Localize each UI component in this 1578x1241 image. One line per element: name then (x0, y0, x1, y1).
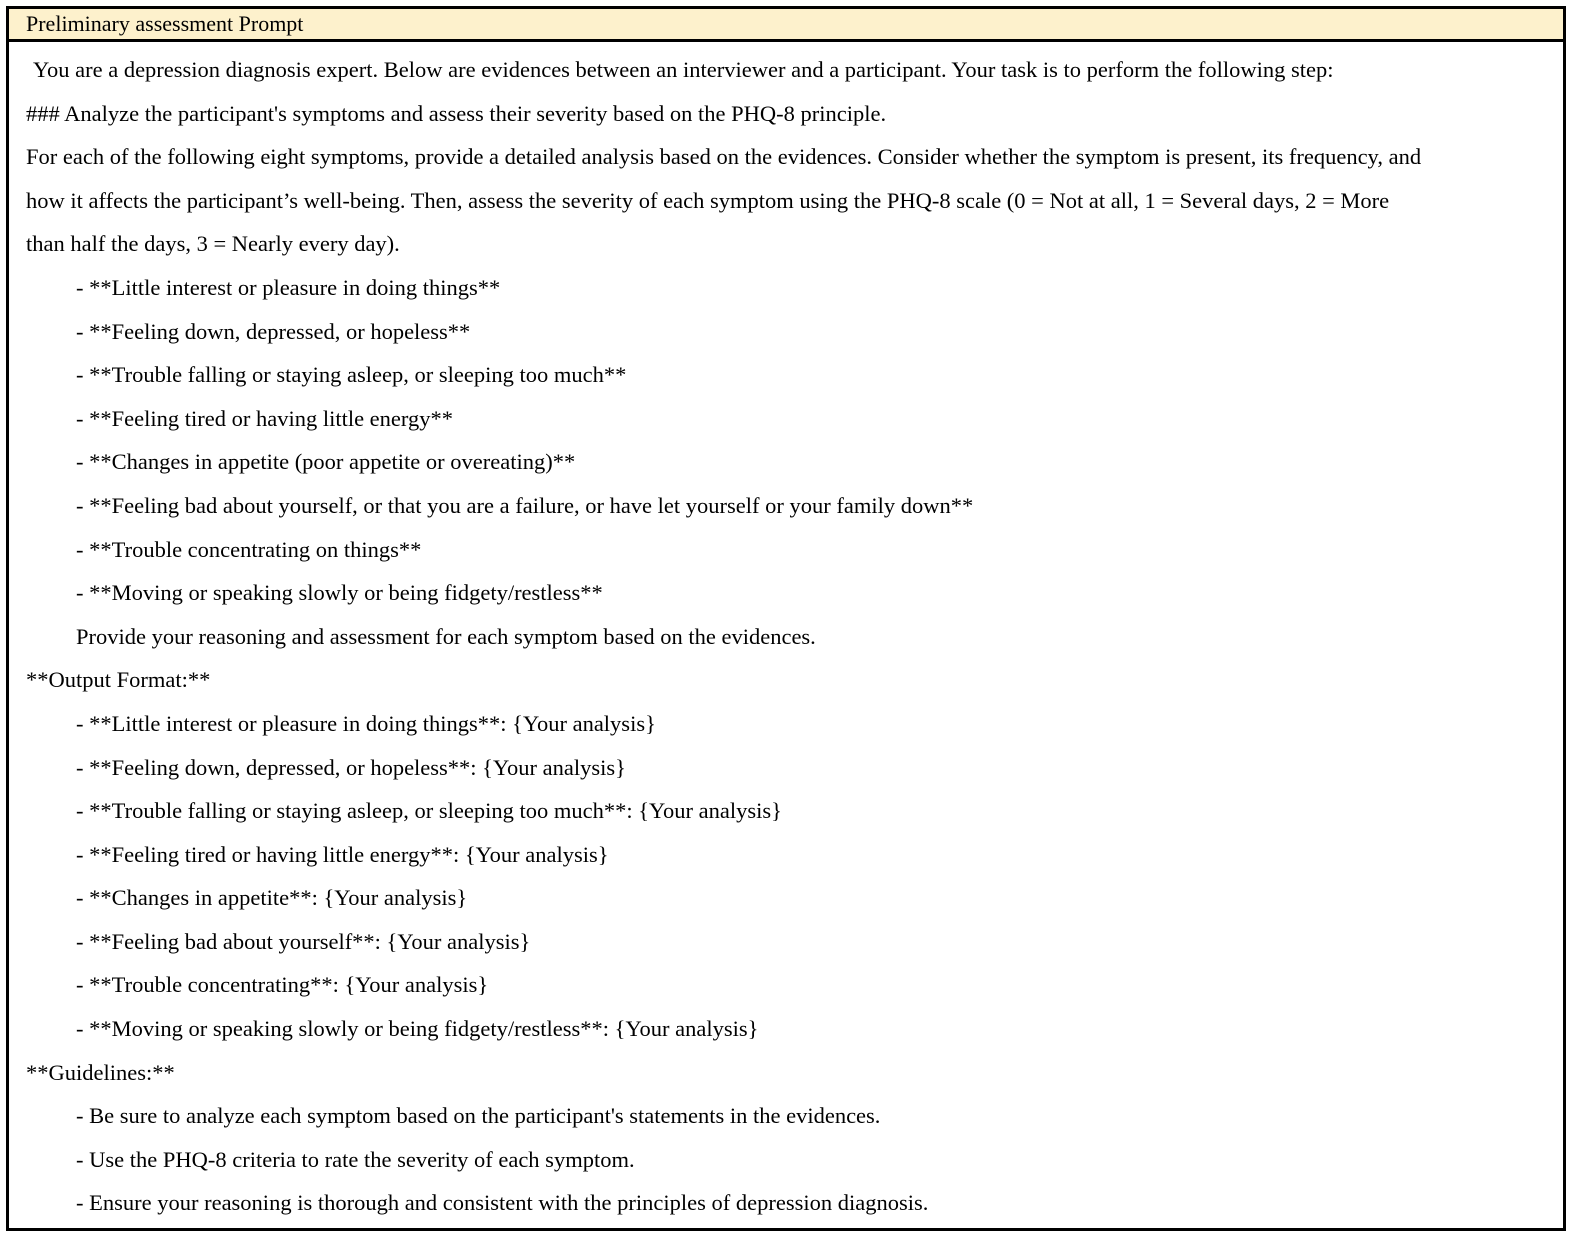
guideline-item: - Be sure to analyze each symptom based on the participant's statements in the evidences. (76, 1103, 881, 1129)
output-format-item: - **Feeling bad about yourself**: {Your analysis} (76, 928, 531, 954)
guideline-item: - Use the PHQ-8 criteria to rate the severity of each symptom. (76, 1146, 635, 1172)
symptom-item: - **Moving or speaking slowly or being fidgety/restless** (76, 580, 603, 606)
output-format-item: - **Feeling tired or having little energy**: {Your analysis} (76, 841, 609, 867)
symptom-item: - **Trouble falling or staying asleep, or sleeping too much** (76, 362, 627, 388)
prompt-body (9, 42, 1563, 1225)
prompt-title: Preliminary assessment Prompt (9, 9, 1563, 42)
guideline-item: - Ensure your reasoning is thorough and consistent with the principles of depression diagnosis. (76, 1190, 929, 1216)
symptom-item: - **Little interest or pleasure in doing things** (76, 274, 501, 300)
output-format-item: - **Changes in appetite**: {Your analysis} (76, 885, 468, 911)
output-format-heading: **Output Format:** (26, 667, 211, 693)
output-format-item: - **Little interest or pleasure in doing things**: {Your analysis} (76, 710, 656, 736)
symptom-item: - **Trouble concentrating on things** (76, 536, 422, 562)
step-text: ### Analyze the participant's symptoms and assess their severity based on the PHQ-8 principle. (26, 100, 887, 126)
output-format-item: - **Trouble concentrating**: {Your analysis} (76, 972, 489, 998)
symptom-item: - **Feeling tired or having little energy** (76, 405, 453, 431)
output-format-item: - **Trouble falling or staying asleep, or sleeping too much**: {Your analysis} (76, 798, 782, 824)
reasoning-text: Provide your reasoning and assessment for each symptom based on the evidences. (76, 623, 816, 649)
instruction-line: how it affects the participant’s well-being. Then, assess the severity of each symptom using the PHQ-8 scale (0 = Not at all, 1 = Several days, 2 = More (26, 187, 1390, 213)
prompt-box (6, 6, 1566, 1231)
symptom-item: - **Feeling down, depressed, or hopeless** (76, 318, 471, 344)
intro-text: You are a depression diagnosis expert. Below are evidences between an interviewer and a participant. Your task is to perform the following step: (33, 57, 1334, 82)
output-format-item: - **Feeling down, depressed, or hopeless**: {Your analysis} (76, 754, 626, 780)
symptom-item: - **Changes in appetite (poor appetite or overeating)** (76, 449, 576, 475)
instruction-line: than half the days, 3 = Nearly every day). (26, 231, 400, 257)
guidelines-heading: **Guidelines:** (26, 1059, 175, 1085)
output-format-item: - **Moving or speaking slowly or being fidgety/restless**: {Your analysis} (76, 1016, 759, 1042)
instruction-line: For each of the following eight symptoms, provide a detailed analysis based on the evidences. Consider whether the symptom is present, its frequency, and (26, 144, 1422, 170)
symptom-item: - **Feeling bad about yourself, or that you are a failure, or have let yourself or your family down** (76, 492, 974, 518)
